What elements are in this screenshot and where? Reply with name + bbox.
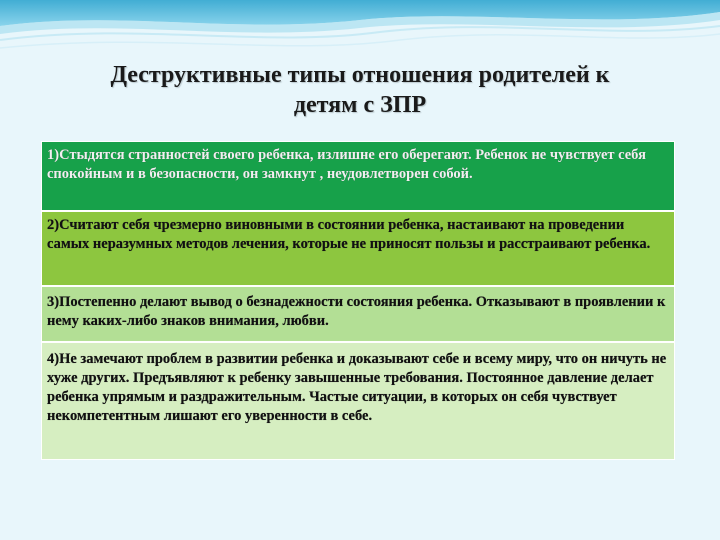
slide-title-line-1: Деструктивные типы отношения родителей к bbox=[110, 62, 610, 88]
list-item-2: 2)Считают себя чрезмерно виновными в состоянии ребенка, настаивают на проведении самых неразумных методов лечения, которые не приносят пользы и расстраивают ребенка. bbox=[41, 211, 675, 286]
list-item-1: 1)Стыдятся странностей своего ребенка, излишне его оберегают. Ребенок не чувствует себя спокойным и в безопасности, он замкнут , неудовлетворен собой. bbox=[41, 141, 675, 211]
list-item-3: 3)Постепенно делают вывод о безнадежности состояния ребенка. Отказывают в проявлении к нему каких-либо знаков внимания, любви. bbox=[41, 286, 675, 342]
slide-title-line-2: детям с ЗПР bbox=[293, 92, 427, 118]
slide-title bbox=[40, 60, 680, 120]
list-item-4: 4)Не замечают проблем в развитии ребенка и доказывают себе и всему миру, что он ничуть не хуже других. Предъявляют к ребенку завышенные требования. Постоянное давление делает ребенка упрямым и раздражительным. Частые ситуации, в которых он себя чувствует некомпетентным лишают его уверенности в себе. bbox=[41, 342, 675, 460]
parent-types-list bbox=[41, 141, 675, 460]
